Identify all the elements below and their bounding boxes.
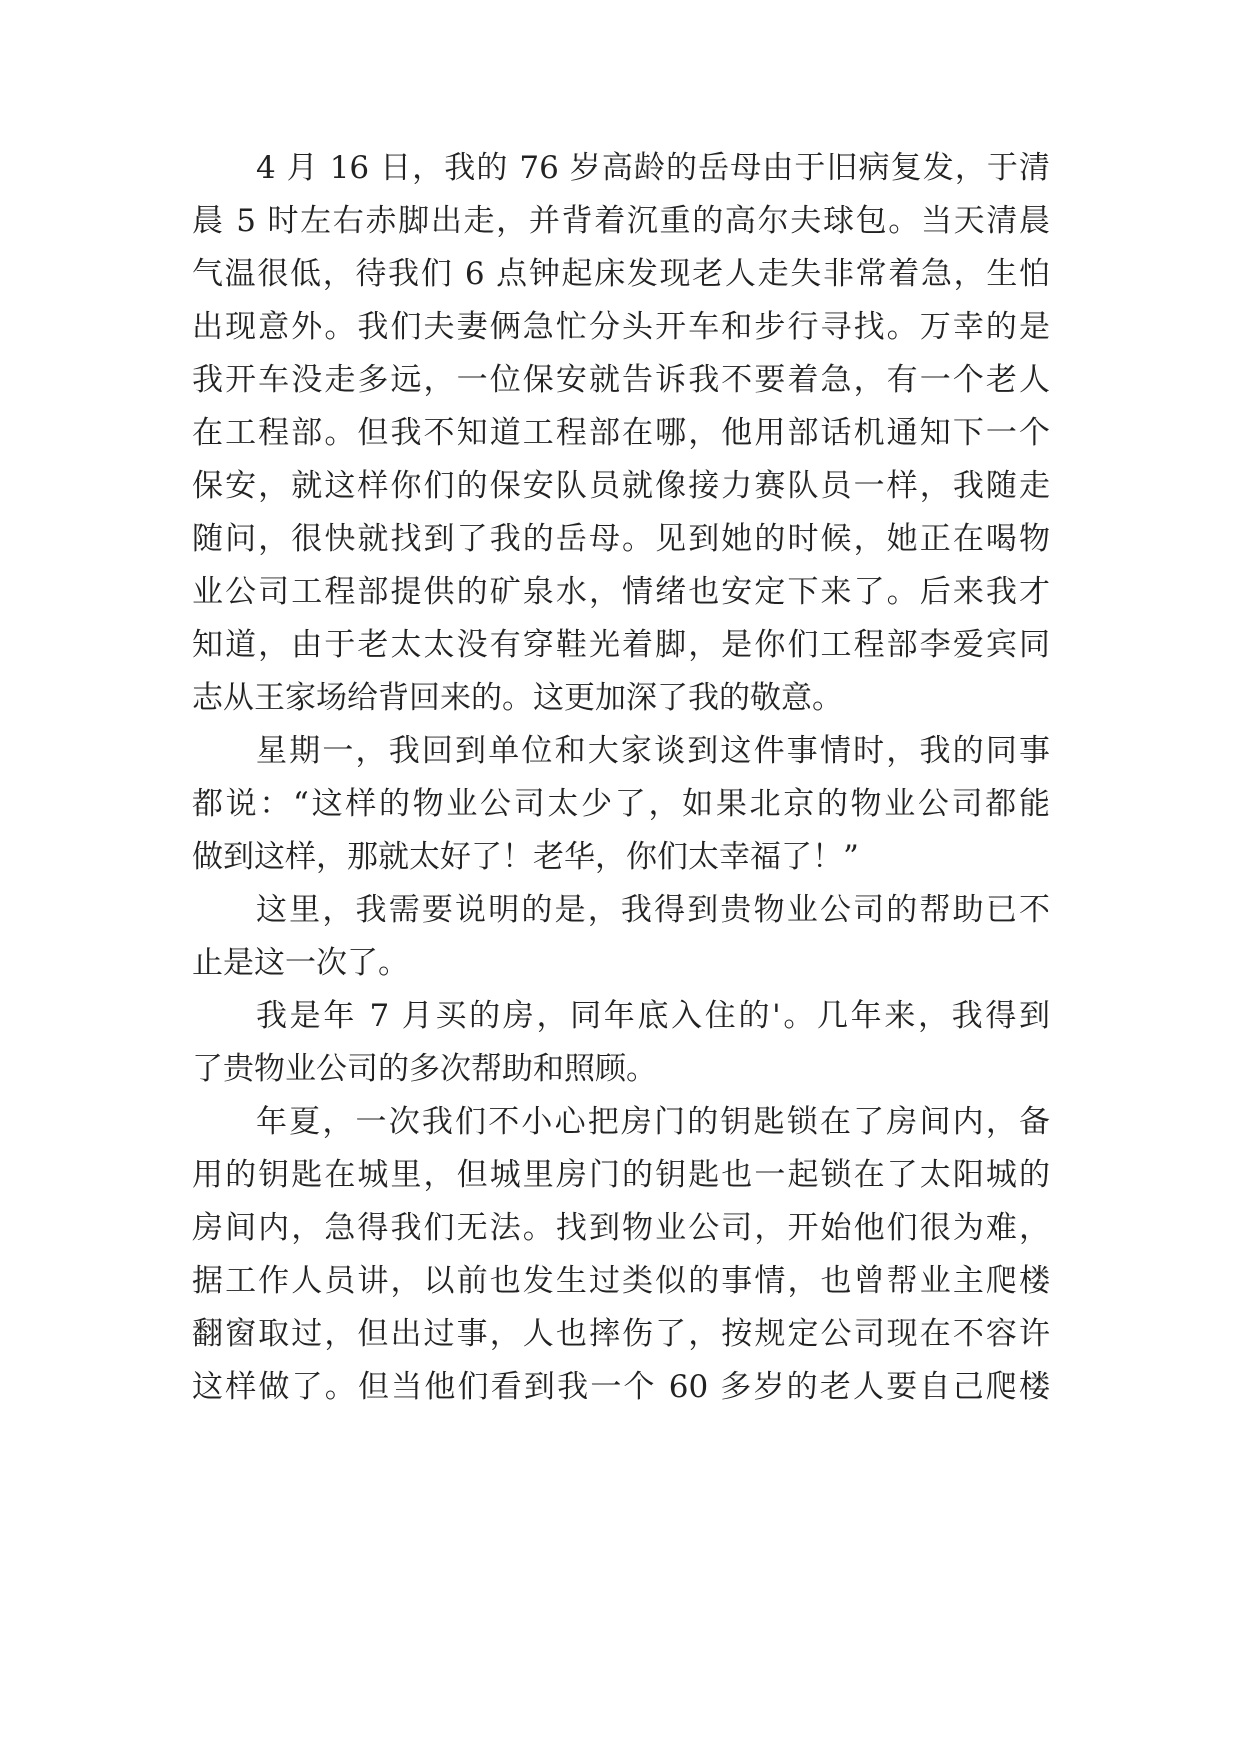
paragraph-line: 业公司工程部提供的矿泉水，情绪也安定下来了。后来我才	[192, 574, 1050, 610]
paragraph-line: 这里，我需要说明的是，我得到贵物业公司的帮助已不	[256, 892, 1050, 928]
paragraph-line: 都说：“这样的物业公司太少了，如果北京的物业公司都能	[192, 786, 1050, 822]
paragraph-line: 房间内，急得我们无法。找到物业公司，开始他们很为难，	[192, 1210, 1050, 1246]
paragraph-line: 晨 5 时左右赤脚出走，并背着沉重的高尔夫球包。当天清晨	[192, 203, 1050, 239]
paragraph-line: 翻窗取过，但出过事，人也摔伤了，按规定公司现在不容许	[192, 1316, 1050, 1352]
paragraph-line: 随问，很快就找到了我的岳母。见到她的时候，她正在喝物	[192, 521, 1050, 557]
paragraph-line: 出现意外。我们夫妻俩急忙分头开车和步行寻找。万幸的是	[192, 309, 1050, 345]
paragraph-line: 用的钥匙在城里，但城里房门的钥匙也一起锁在了太阳城的	[192, 1157, 1050, 1193]
paragraph-line: 气温很低，待我们 6 点钟起床发现老人走失非常着急，生怕	[192, 256, 1050, 292]
paragraph-line: 止是这一次了。	[192, 945, 409, 981]
paragraph-line: 星期一，我回到单位和大家谈到这件事情时，我的同事	[256, 733, 1050, 769]
paragraph-line: 4 月 16 日，我的 76 岁高龄的岳母由于旧病复发，于清	[256, 150, 1050, 186]
paragraph-line: 年夏，一次我们不小心把房门的钥匙锁在了房间内，备	[256, 1104, 1050, 1140]
paragraph-line: 这样做了。但当他们看到我一个 60 多岁的老人要自己爬楼	[192, 1369, 1050, 1405]
paragraph-line: 了贵物业公司的多次帮助和照顾。	[192, 1051, 657, 1087]
paragraph-line: 保安，就这样你们的保安队员就像接力赛队员一样，我随走	[192, 468, 1050, 504]
paragraph-line: 知道，由于老太太没有穿鞋光着脚，是你们工程部李爱宾同	[192, 627, 1050, 663]
paragraph-line: 我开车没走多远，一位保安就告诉我不要着急，有一个老人	[192, 362, 1050, 398]
paragraph-line: 我是年 7 月买的房，同年底入住的'。几年来，我得到	[256, 998, 1050, 1034]
paragraph-line: 据工作人员讲，以前也发生过类似的事情，也曾帮业主爬楼	[192, 1263, 1050, 1299]
paragraph-line: 志从王家场给背回来的。这更加深了我的敬意。	[192, 680, 843, 716]
paragraph-line: 做到这样，那就太好了！老华，你们太幸福了！”	[192, 839, 859, 875]
paragraph-line: 在工程部。但我不知道工程部在哪，他用部话机通知下一个	[192, 415, 1050, 451]
